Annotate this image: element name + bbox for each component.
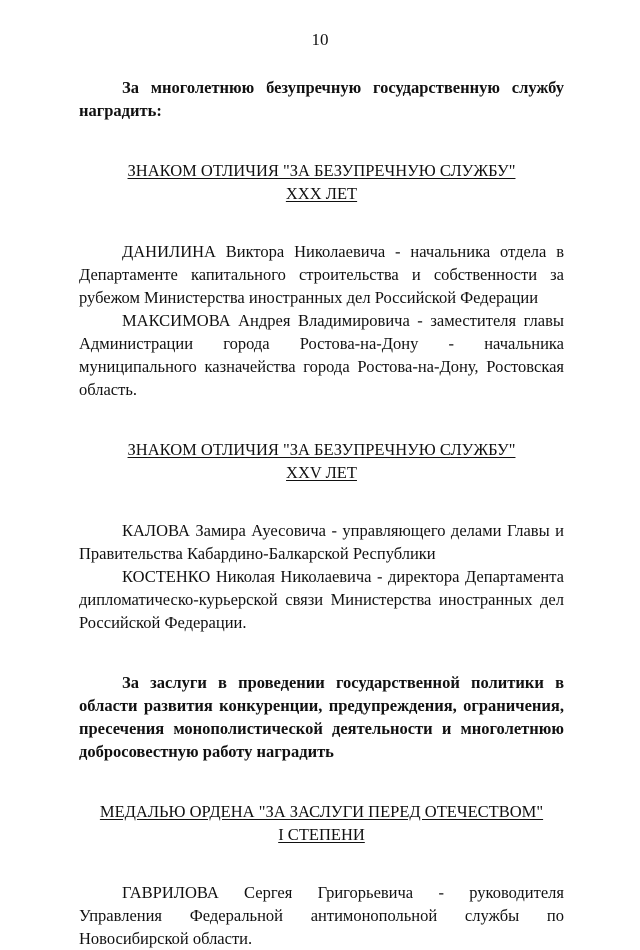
award-heading-25-years-sub xyxy=(79,461,564,484)
award-intro-paragraph: За многолетнюю безупречную государственную службу наградить: xyxy=(79,78,564,120)
award-heading-medal-degree xyxy=(79,823,564,846)
award-heading-subline: I СТЕПЕНИ xyxy=(278,825,365,844)
award-heading-line: МЕДАЛЬЮ ОРДЕНА "ЗА ЗАСЛУГИ ПЕРЕД ОТЕЧЕСТВОМ" xyxy=(99,802,544,821)
awardee-entry: ДАНИЛИНА Виктора Николаевича - начальника отдела в Департаменте капитального строительства и собственности за рубежом Министерства иностранных дел Российской Федерации xyxy=(79,242,564,307)
document-body xyxy=(79,76,564,950)
awardee-entry: ГАВРИЛОВА Сергея Григорьевича - руководителя Управления Федеральной антимонопольной службы по Новосибирской области. xyxy=(79,883,564,948)
award-heading-line: ЗНАКОМ ОТЛИЧИЯ "ЗА БЕЗУПРЕЧНУЮ СЛУЖБУ" xyxy=(127,440,516,459)
awardee-entry: КАЛОВА Замира Ауесовича - управляющего делами Главы и Правительства Кабардино-Балкарской Республики xyxy=(79,521,564,563)
award-heading-30-years-sub xyxy=(79,182,564,205)
page-number: 10 xyxy=(311,30,329,49)
award-heading-subline: XXX ЛЕТ xyxy=(285,184,358,203)
award-heading-medal xyxy=(79,800,564,823)
award-heading-subline: XXV ЛЕТ xyxy=(286,463,357,482)
merit-intro-paragraph: За заслуги в проведении государственной политики в области развития конкуренции, предупреждения, ограничения, пресечения монополистической деятельности и многолетнюю добросовестную работу наградить xyxy=(79,673,564,761)
awardee-entry: КОСТЕНКО Николая Николаевича - директора Департамента дипломатическо-курьерской связи Министерства иностранных дел Российской Федерации. xyxy=(79,567,564,632)
award-heading-line: ЗНАКОМ ОТЛИЧИЯ "ЗА БЕЗУПРЕЧНУЮ СЛУЖБУ" xyxy=(127,161,516,180)
award-heading-30-years xyxy=(79,159,564,182)
awardee-entry: МАКСИМОВА Андрея Владимировича - заместителя главы Администрации города Ростова-на-Дону - начальника муниципального казначейства города Ростова-на-Дону, Ростовская область. xyxy=(79,311,564,399)
award-heading-25-years xyxy=(79,438,564,461)
